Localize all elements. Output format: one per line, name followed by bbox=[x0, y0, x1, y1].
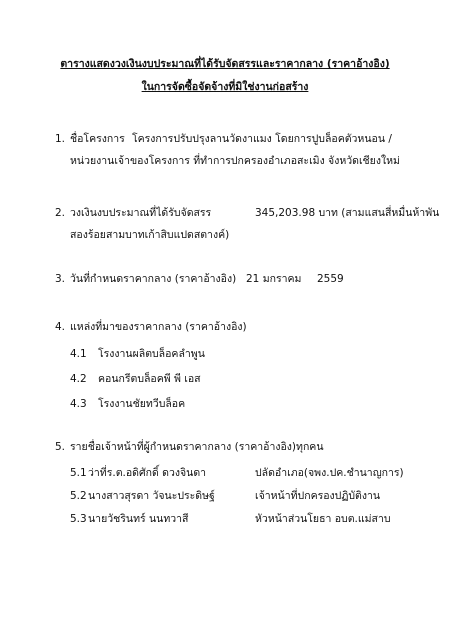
section3-year: 2559 bbox=[317, 273, 344, 285]
section4-item-text: โรงงานชัยทวีบล็อค bbox=[98, 398, 186, 410]
person-number: 5.1 bbox=[70, 467, 87, 479]
section4-number: 4. bbox=[55, 321, 66, 333]
person-name: ว่าที่ร.ต.อดิศักดิ์ ดวงจินดา bbox=[88, 467, 207, 479]
document-title-line2: ในการจัดซื้อจัดจ้างที่มิใช่งานก่อสร้าง bbox=[141, 81, 309, 93]
section4-item-text: คอนกรีตบล็อคพี พี เอส bbox=[98, 373, 201, 385]
section3-number: 3. bbox=[55, 273, 66, 285]
person-number: 5.2 bbox=[70, 490, 87, 502]
person-name: นางสาวสุรดา วัจนะประดิษฐ์ bbox=[88, 490, 215, 502]
section4-item-number: 4.3 bbox=[70, 398, 87, 410]
section5-label: รายชื่อเจ้าหน้าที่ผู้กำหนดราคากลาง (ราคาอ้างอิง)ทุกคน bbox=[70, 441, 324, 453]
person-name: นายวัชรินทร์ นนทวาสี bbox=[88, 513, 189, 525]
section4-item-number: 4.1 bbox=[70, 348, 87, 360]
section2-number: 2. bbox=[55, 207, 66, 219]
section1-number: 1. bbox=[55, 133, 66, 145]
person-position: ปลัดอำเภอ(จพง.ปค.ชำนาญการ) bbox=[255, 467, 404, 479]
document-title-line1: ตารางแสดงวงเงินงบประมาณที่ได้รับจัดสรรและราคากลาง (ราคาอ้างอิง) bbox=[60, 58, 390, 70]
section5-number: 5. bbox=[55, 441, 66, 453]
person-number: 5.3 bbox=[70, 513, 87, 525]
section2-amount: 345,203.98 บาท (สามแสนสี่หมื่นห้าพัน bbox=[255, 207, 440, 219]
person-position: เจ้าหน้าที่ปกครองปฏิบัติงาน bbox=[255, 490, 381, 502]
person-position: หัวหน้าส่วนโยธา อบต.แม่สาบ bbox=[255, 513, 391, 525]
section2-label: วงเงินงบประมาณที่ได้รับจัดสรร bbox=[70, 207, 212, 219]
section3-date: 21 มกราคม bbox=[246, 273, 302, 285]
section1-value: โครงการปรับปรุงลานวัดงาแมง โดยการปูบล็อคตัวหนอน / bbox=[132, 133, 392, 145]
section4-label: แหล่งที่มาของราคากลาง (ราคาอ้างอิง) bbox=[70, 321, 247, 333]
section4-item-text: โรงงานผลิตบล็อคลำพูน bbox=[98, 348, 205, 360]
section4-item-number: 4.2 bbox=[70, 373, 87, 385]
section1-line2: หน่วยงานเจ้าของโครงการ ที่ทำการปกครองอำเภอสะเมิง จังหวัดเชียงใหม่ bbox=[70, 155, 400, 167]
section2-line2: สองร้อยสามบาทเก้าสิบแปดสตางค์) bbox=[70, 229, 230, 241]
section1-label: ชื่อโครงการ bbox=[70, 133, 125, 145]
section3-label: วันที่กำหนดราคากลาง (ราคาอ้างอิง) bbox=[70, 273, 237, 285]
